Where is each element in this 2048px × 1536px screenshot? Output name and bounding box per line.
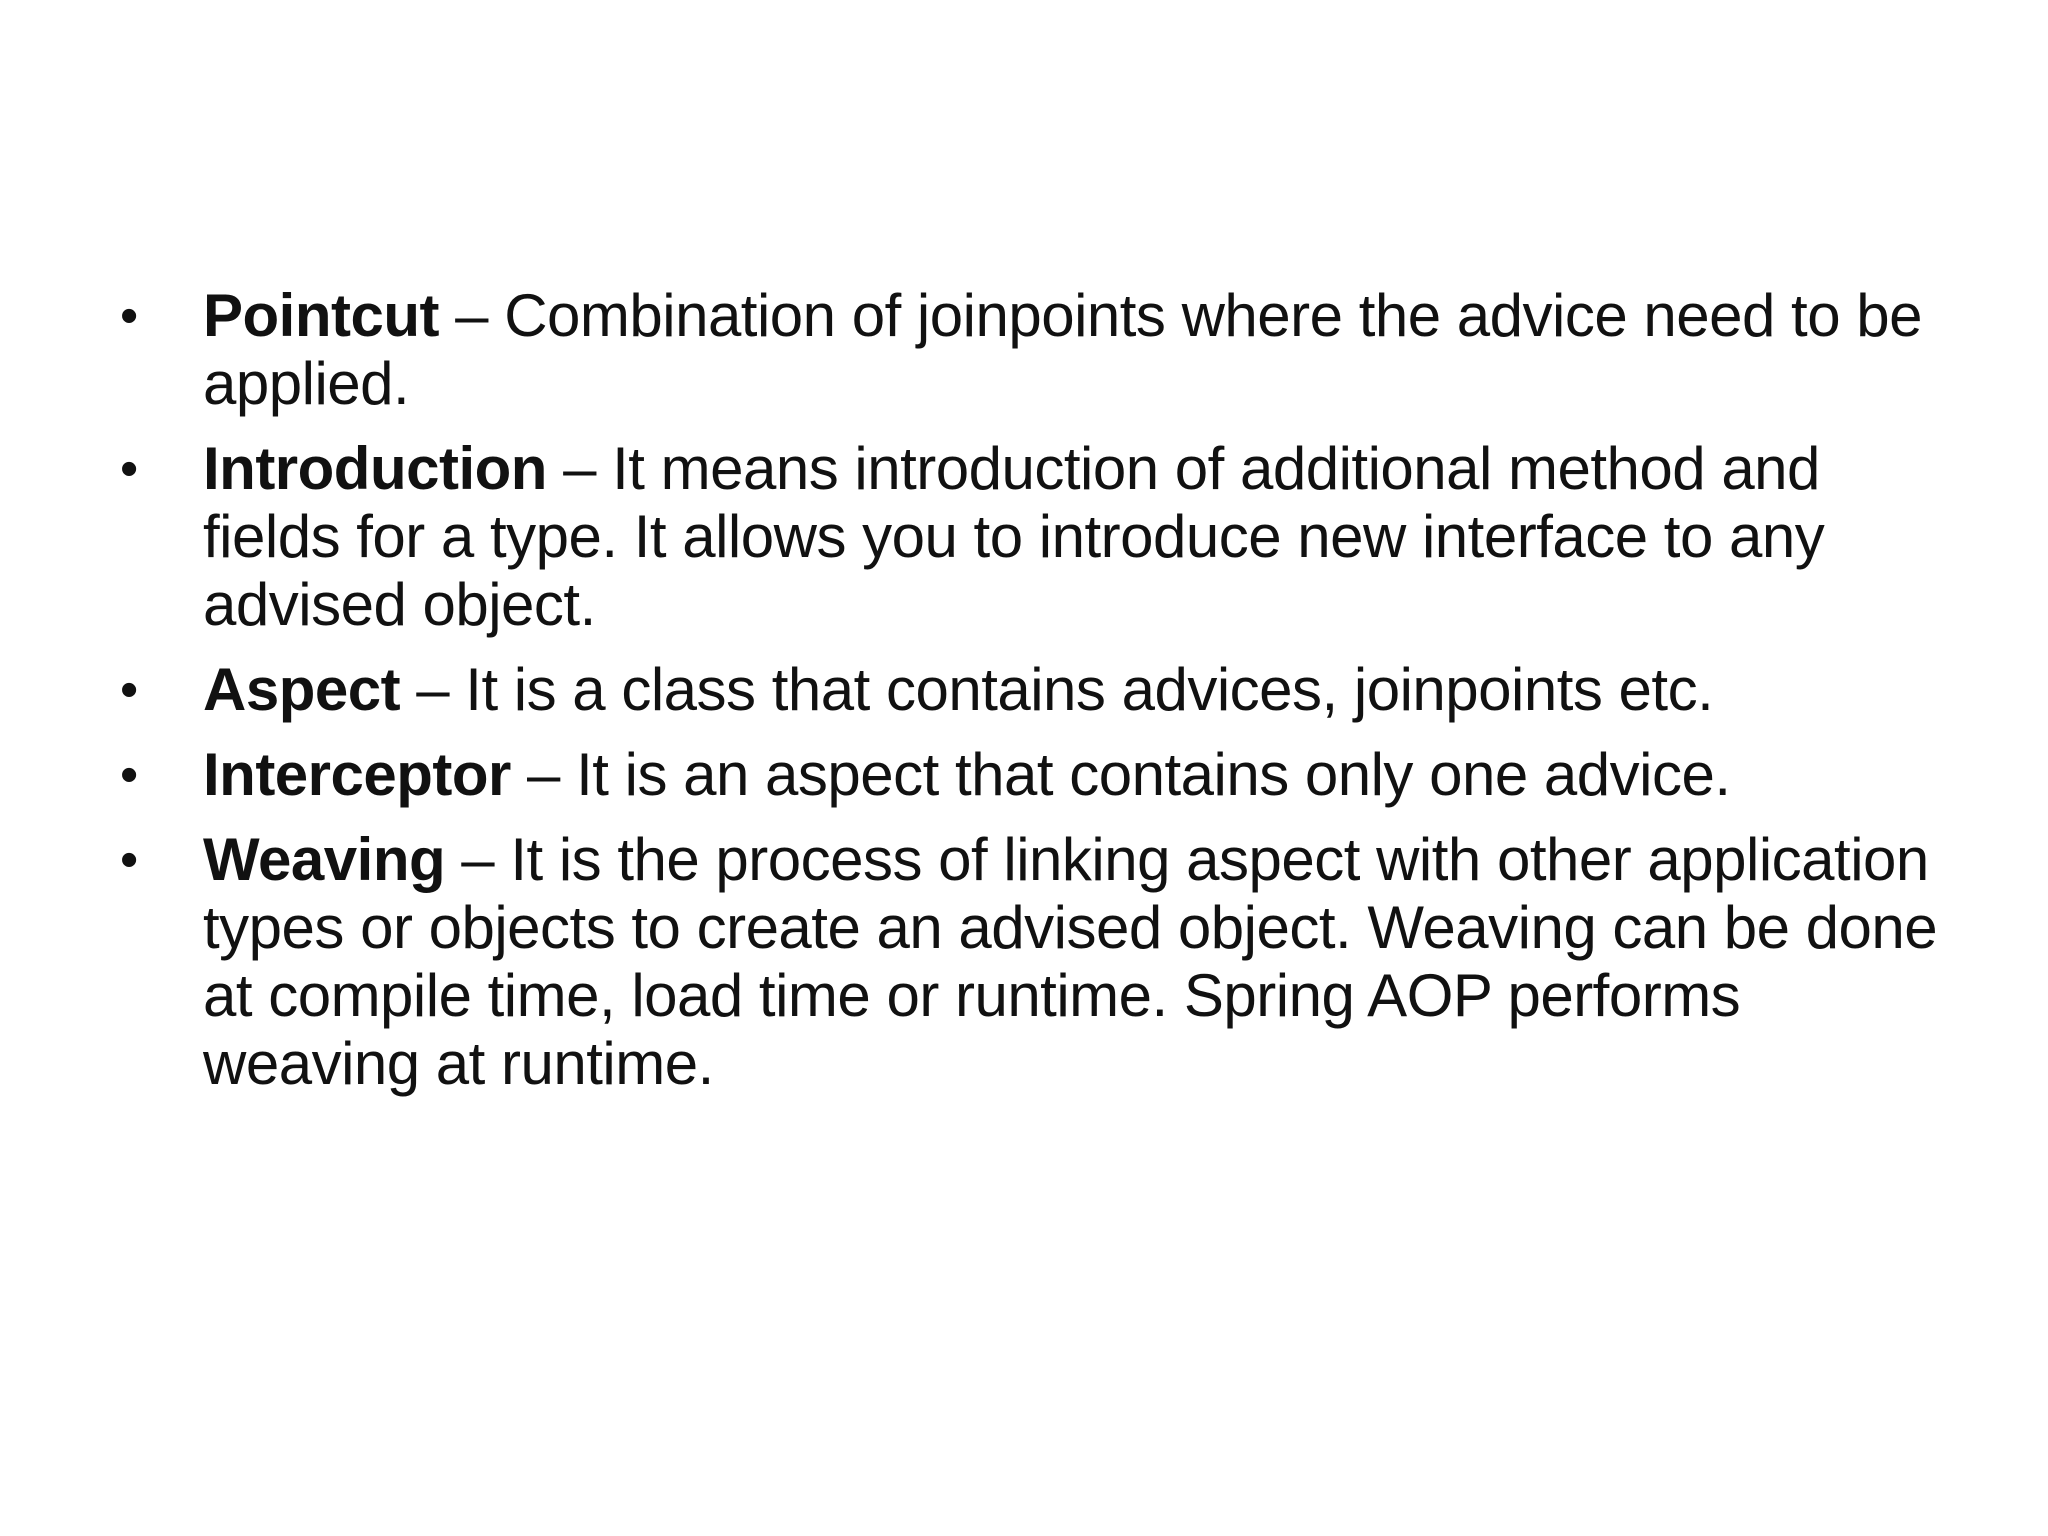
list-item-aspect [120, 656, 1940, 724]
term-description: – It is the process of linking aspect with other application types or objects to create an advised object. Weaving can be done at compile time, load time or runtime. Spring AOP performs weaving at runtime. [203, 826, 1938, 1097]
term-description: – It means introduction of additional method and fields for a type. It allows you to introduce new interface to any advised object. [203, 435, 1825, 638]
bullet-icon: • [120, 746, 138, 804]
term-label: Aspect [203, 656, 401, 723]
list-item-weaving [120, 826, 1940, 1098]
bullet-icon: • [120, 287, 138, 345]
term-description: – Combination of joinpoints where the advice need to be applied. [203, 282, 1922, 417]
term-label: Interceptor [203, 741, 511, 808]
bullet-icon: • [120, 661, 138, 719]
list-item-pointcut [120, 282, 1940, 418]
list-item-introduction [120, 435, 1940, 639]
bullet-icon: • [120, 440, 138, 498]
term-description: – It is an aspect that contains only one advice. [510, 741, 1731, 808]
term-label: Introduction [203, 435, 547, 502]
list-item-interceptor [120, 741, 1940, 809]
term-label: Weaving [203, 826, 446, 893]
term-label: Pointcut [203, 282, 439, 349]
bullet-list [120, 282, 1940, 1115]
bullet-icon: • [120, 831, 138, 889]
term-description: – It is a class that contains advices, joinpoints etc. [400, 656, 1714, 723]
